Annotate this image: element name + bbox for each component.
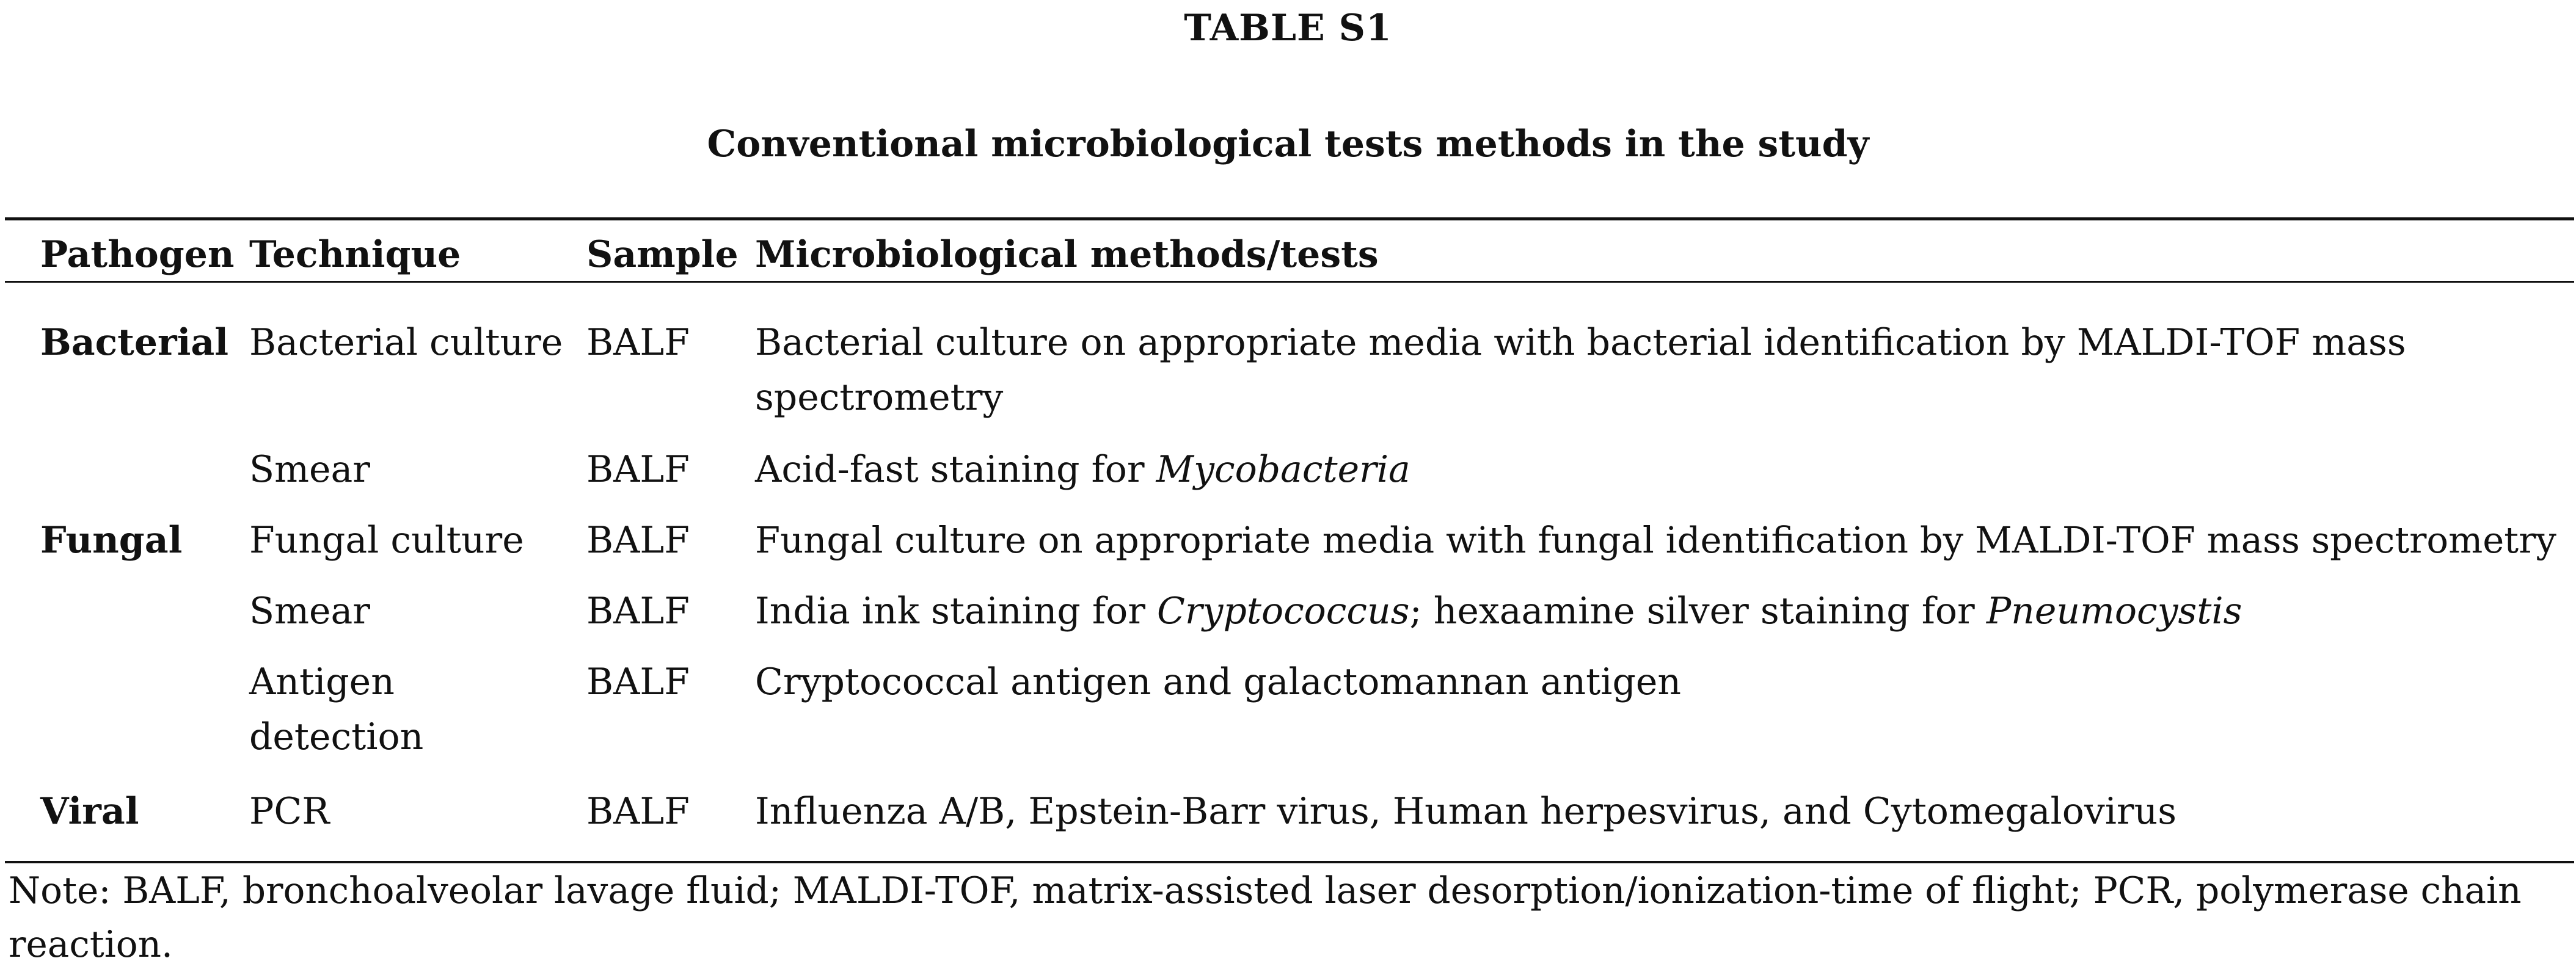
row-6-sample: BALF — [586, 790, 690, 833]
row-4-methods-mid: ; hexaamine silver staining for — [1409, 590, 1987, 633]
row-3-methods: Fungal culture on appropriate media with fungal identification by MALDI-TOF mass spectrometry — [755, 519, 2556, 561]
table-note — [9, 865, 2568, 972]
header-pathogen: Pathogen — [40, 233, 235, 276]
row-6-technique: PCR — [249, 790, 330, 833]
row-6-pathogen: Viral — [40, 790, 139, 833]
table-note-line-1: Note: BALF, bronchoalveolar lavage fluid; MALDI-TOF, matrix-assisted laser desorption/ionization-time of flight; PCR, polymerase chain — [9, 870, 2522, 912]
row-3-sample: BALF — [586, 519, 690, 562]
row-6-methods: Influenza A/B, Epstein-Barr virus, Human herpesvirus, and Cytomegalovirus — [755, 790, 2177, 833]
row-5-technique-line-2: detection — [249, 716, 424, 758]
row-2-methods-organism: Mycobacteria — [1156, 448, 1410, 491]
row-5-technique-line-1: Antigen — [249, 661, 395, 703]
row-1-technique: Bacterial culture — [249, 321, 563, 364]
row-1-methods-line-1: Bacterial culture on appropriate media with bacterial identification by MALDI-TOF mass — [755, 321, 2406, 364]
row-5-methods: Cryptococcal antigen and galactomannan antigen — [755, 661, 1682, 703]
row-1-sample: BALF — [586, 321, 690, 364]
row-2-technique: Smear — [249, 448, 370, 491]
table-header-rule — [5, 281, 2574, 283]
row-4-methods-text: India ink staining for — [755, 590, 1157, 633]
row-4-technique: Smear — [249, 590, 370, 633]
table-note-line-2: reaction. — [9, 924, 173, 966]
row-4-methods-organism-1: Cryptococcus — [1156, 590, 1410, 633]
header-methods: Microbiological methods/tests — [755, 233, 1379, 276]
table-bottom-rule — [5, 861, 2574, 863]
table-label: TABLE S1 — [1184, 7, 1392, 49]
row-1-methods-line-2: spectrometry — [755, 376, 1004, 419]
row-5-sample: BALF — [586, 661, 690, 703]
row-3-technique: Fungal culture — [249, 519, 524, 562]
row-2-methods — [755, 442, 1410, 497]
header-technique: Technique — [249, 233, 461, 276]
row-4-sample: BALF — [586, 590, 690, 633]
table-top-rule — [5, 217, 2574, 220]
header-sample: Sample — [586, 233, 739, 276]
table-title: Conventional microbiological tests methods in the study — [707, 123, 1869, 165]
row-1-pathogen: Bacterial — [40, 321, 229, 364]
row-4-methods-organism-2: Pneumocystis — [1986, 590, 2242, 633]
row-4-methods — [755, 584, 2242, 639]
row-3-pathogen: Fungal — [40, 519, 183, 562]
row-2-sample: BALF — [586, 448, 690, 491]
row-2-methods-text: Acid-fast staining for — [755, 448, 1156, 491]
